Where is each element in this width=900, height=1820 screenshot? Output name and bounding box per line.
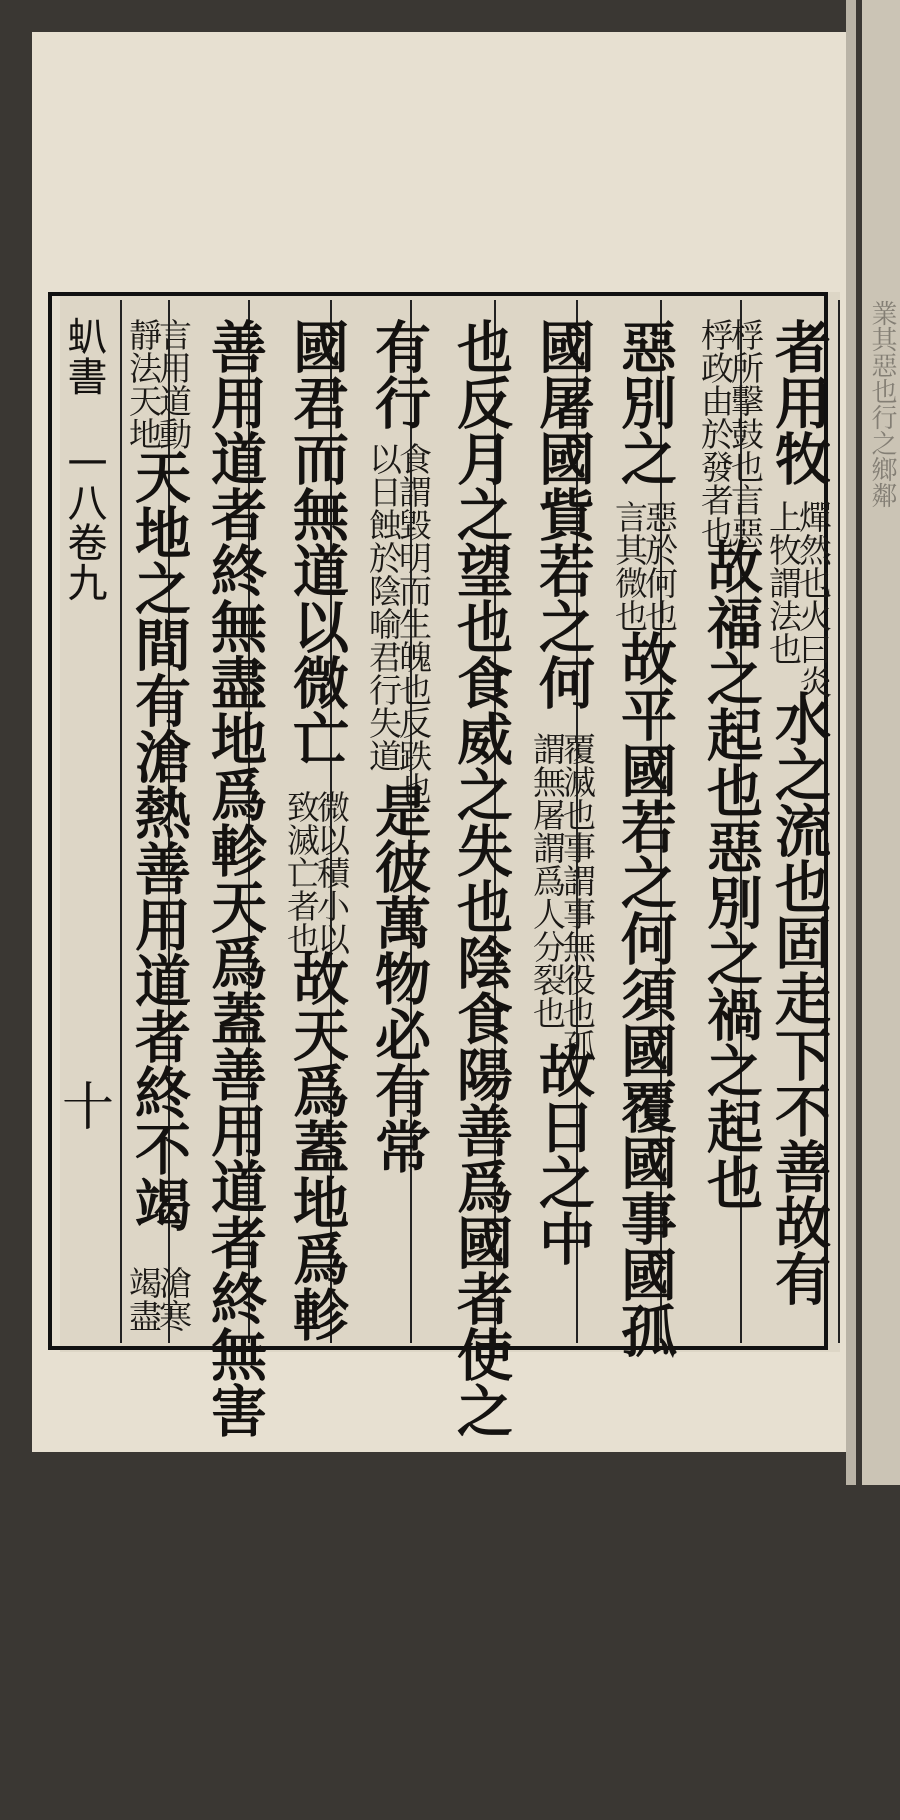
main-text: 水之流也固走下不善故有 [766, 690, 832, 1306]
commentary-text: 謂無屠謂爲人分裂也 [528, 732, 567, 1029]
commentary-text: 惡於何也 [640, 500, 679, 632]
commentary-text: 燀然也火曰炎 [794, 500, 833, 698]
main-text: 也反月之望也食威之失也陰食陽善爲國者使之 [448, 318, 514, 1438]
commentary-text: 上牧謂法也 [764, 500, 803, 665]
commentary-text: 覆滅也事謂事無役也孤 [558, 732, 597, 1062]
main-text: 國屠國貲若之何 [530, 318, 596, 710]
main-text: 國君而無道以微亡 [284, 318, 350, 766]
commentary-text: 桴政由於發者也 [696, 318, 735, 549]
column-rule [838, 300, 840, 1343]
page-number: 十 [62, 1078, 115, 1138]
commentary-text: 靜法天地 [124, 318, 163, 450]
commentary-text: 竭盡 [124, 1266, 163, 1332]
book-spine [846, 0, 856, 1485]
book-ear-divider [120, 300, 122, 1343]
main-text: 善用道者終無盡地爲軫天爲蓋善用道者終無害 [202, 318, 268, 1438]
main-text: 惡別之 [612, 318, 678, 486]
book-title-ear: 𧈢書 一八卷九 [63, 318, 109, 604]
main-text: 是彼萬物必有常 [366, 782, 432, 1174]
commentary-text: 致滅亡者也 [282, 790, 321, 955]
commentary-text: 滄寒 [154, 1266, 193, 1332]
commentary-text: 言用道動 [154, 318, 193, 450]
main-text: 者用牧 [766, 318, 832, 486]
main-text: 天地之間有滄熱善用道者終不竭 [126, 448, 192, 1232]
facing-page-text: 業其惡也行之鄉鄰 [867, 300, 897, 508]
main-text: 有行 [366, 318, 432, 430]
main-text: 故天爲蓋地爲軫 [284, 950, 350, 1342]
commentary-text: 微以積小以 [312, 790, 351, 955]
main-text: 故平國若之何須國覆國事國孤 [612, 630, 678, 1358]
commentary-text: 言其微也 [610, 500, 649, 632]
commentary-text: 桴所擊鼓也言惡 [726, 318, 765, 549]
main-text: 故福之起也惡別之禍之起也 [698, 538, 764, 1210]
commentary-text: 食謂毀明而生魄也反跌也 [394, 442, 433, 805]
main-text: 故日之中 [530, 1042, 596, 1266]
commentary-text: 以日蝕於陰喻君行失道 [364, 442, 403, 772]
